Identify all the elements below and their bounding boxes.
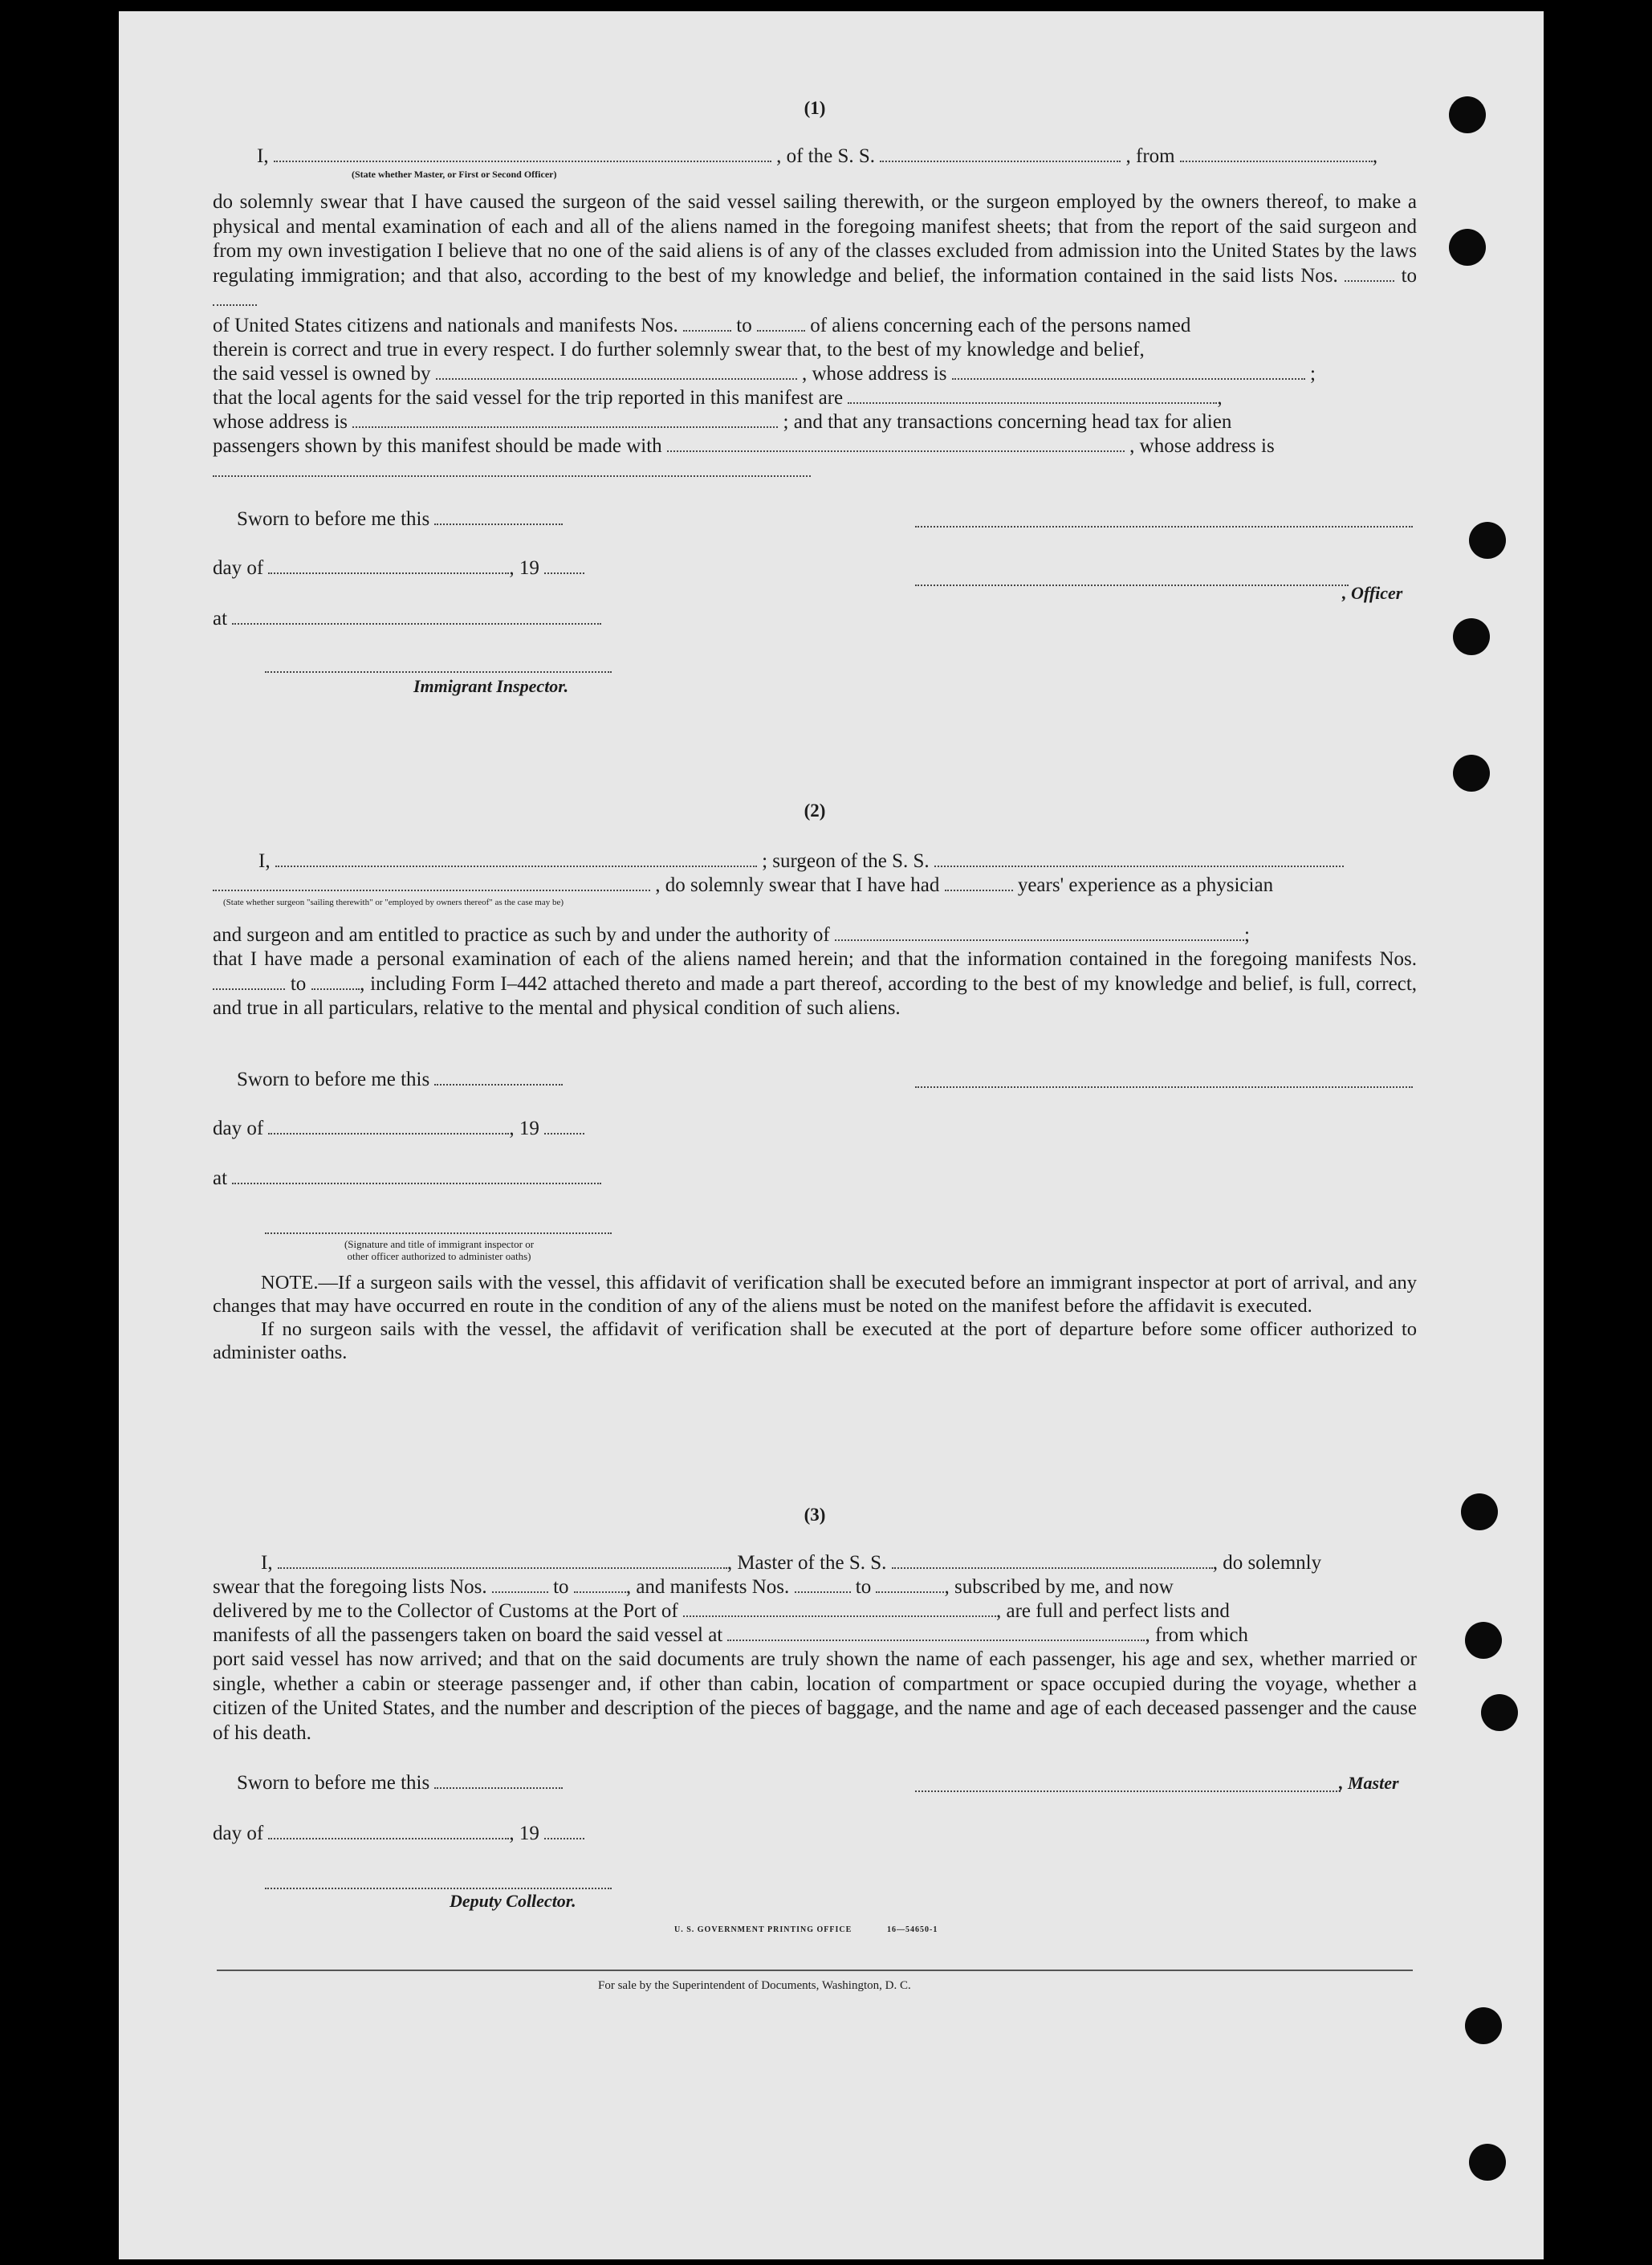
gpo-label: U. S. GOVERNMENT PRINTING OFFICE	[674, 1925, 852, 1934]
sale-notice: For sale by the Superintendent of Documents, Washington, D. C.	[598, 1979, 911, 1992]
local-agents-label: that the local agents for the said vessel for the trip reported in this manifest are	[213, 387, 844, 409]
year-prefix: , 19	[509, 1118, 539, 1139]
section-2-text: that I have made a personal examination of each of the aliens named herein; and that the information contained in the foregoing manifests Nos.	[213, 948, 1417, 970]
footer-rule	[217, 1970, 1413, 1971]
section-1-passengers-line	[213, 434, 1275, 458]
collector-signature-line	[265, 1888, 612, 1889]
us-citizens-label: of United States citizens and nationals and manifests Nos.	[213, 315, 678, 336]
to-label: to	[1401, 264, 1418, 287]
full-lists-label: , are full and perfect lists and	[996, 1600, 1230, 1622]
punch-hole	[1449, 229, 1486, 266]
punch-hole	[1453, 618, 1490, 655]
from-label: , from	[1125, 145, 1175, 167]
years-label: years' experience as a physician	[1017, 874, 1274, 896]
section-2-note	[213, 1271, 1417, 1364]
i-label: I,	[258, 850, 271, 872]
at-label: at	[213, 608, 228, 629]
section-1-text: do solemnly swear that I have caused the surgeon of the said vessel sailing therewith, or the surgeon employed by the owners thereof, to make a physical and mental examination of each and all of the aliens named in the foregoing manifest sheets; that from the report of the said surgeon and from my own investigation I believe that no one of the said aliens is of any of the classes excluded from admission into the United States by the laws regulating immigration; and that also, according to the best of my knowledge and belief, the information contained in the said lists Nos.	[213, 191, 1417, 287]
sworn-line-2	[237, 1068, 563, 1092]
note-paragraph-2: If no surgeon sails with the vessel, the affidavit of verification shall be executed at the port of departure before some officer authorized to administer oaths.	[213, 1318, 1417, 1363]
inspector-signature-line	[265, 1232, 612, 1234]
head-tax-label: ; and that any transactions concerning head tax for alien	[783, 411, 1232, 433]
section-1-therein-line: therein is correct and true in every respect. I do further solemnly swear that, to the best of my knowledge and belief,	[213, 339, 1145, 361]
punch-hole	[1465, 1622, 1502, 1659]
deputy-collector-label: Deputy Collector.	[450, 1891, 576, 1911]
at-label: at	[213, 1167, 228, 1189]
whose-address-label: , whose address is	[1129, 435, 1275, 457]
section-1-owner-line	[213, 362, 1316, 386]
section-3-line-2	[213, 1575, 1174, 1599]
to-label: to	[736, 315, 752, 336]
sworn-label: Sworn to before me this	[237, 1069, 430, 1090]
year-prefix: , 19	[509, 1823, 539, 1844]
officer-signature-line	[915, 526, 1413, 528]
section-1-number: (1)	[804, 98, 826, 118]
section-3-line-3	[213, 1599, 1230, 1623]
master-of-label: , Master of the S. S.	[726, 1552, 887, 1574]
punch-hole	[1453, 755, 1490, 792]
surgeon-note: (State whether surgeon "sailing therewith" or "employed by owners thereof" as the case may be)	[223, 898, 564, 907]
of-ss-label: , of the S. S.	[776, 145, 876, 167]
punch-hole	[1469, 2144, 1506, 2181]
from-which-label: , from which	[1145, 1624, 1248, 1646]
section-2-line-1	[258, 849, 1344, 874]
signature-note-line: other officer authorized to administer oaths)	[347, 1250, 531, 1262]
day-of-label: day of	[213, 557, 264, 579]
section-1-manifests-line	[213, 314, 1190, 338]
surgeon-of-label: ; surgeon of the S. S.	[762, 850, 930, 872]
punch-hole	[1465, 2007, 1502, 2044]
section-2-authority-line: and surgeon and am entitled to practice as such by and under the authority of ;	[213, 924, 1250, 946]
at-line-1	[213, 607, 601, 631]
punch-hole	[1449, 96, 1486, 133]
sworn-line-1	[237, 507, 563, 532]
master-signature-line	[915, 1790, 1341, 1792]
to-label: to	[553, 1576, 569, 1598]
delivered-label: delivered by me to the Collector of Customs at the Port of	[213, 1600, 678, 1622]
section-2-number: (2)	[804, 800, 826, 821]
section-3-line-1	[261, 1551, 1321, 1575]
including-text: , including Form I–442 attached thereto and made a part thereof, according to the best of my knowledge and belief, is full, correct, and true in all particulars, relative to the mental and physical condition of such aliens.	[213, 972, 1418, 1019]
immigrant-inspector-label: Immigrant Inspector.	[413, 676, 569, 696]
inspector-signature-line	[265, 671, 612, 673]
punch-hole	[1461, 1493, 1498, 1530]
year-prefix: , 19	[509, 557, 539, 579]
semicolon: ;	[1310, 363, 1316, 385]
i-label: I,	[261, 1552, 273, 1574]
punch-hole	[1481, 1694, 1518, 1731]
master-label: , Master	[1339, 1773, 1399, 1793]
day-of-label: day of	[213, 1823, 264, 1844]
print-code: 16—54650-1	[887, 1925, 938, 1934]
section-3-text: port said vessel has now arrived; and that on the said documents are truly shown the name of each passenger, his age and sex, whether married or single, whether a cabin or steerage passenger and, if other than cabin, location of compartment or space occupied during the voyage, whether a citizen of the United States, and the number and description of the pieces of baggage, and the name and age of each deceased passenger and the cause of his death.	[213, 1648, 1417, 1744]
day-of-line-3	[213, 1822, 584, 1846]
section-1-line-1: I, , of the S. S. , from ,	[257, 145, 1378, 167]
i-label: I,	[257, 145, 269, 167]
passengers-label: passengers shown by this manifest should be made with	[213, 435, 662, 457]
whose-address-label: , whose address is	[801, 363, 947, 385]
authority-label: and surgeon and am entitled to practice as such by and under the authority of	[213, 924, 830, 946]
day-of-label: day of	[213, 1118, 264, 1139]
whose-address-label: whose address is	[213, 411, 348, 433]
surgeon-signature-line	[915, 1086, 1413, 1088]
section-1-address-line	[213, 410, 1231, 434]
section-1-body	[213, 190, 1417, 313]
section-3-body	[213, 1648, 1417, 1746]
day-of-line-2	[213, 1117, 584, 1141]
sworn-label: Sworn to before me this	[237, 508, 430, 530]
and-manifests-label: , and manifests Nos.	[625, 1576, 790, 1598]
officer-line	[915, 585, 1349, 586]
signature-note	[275, 1238, 604, 1262]
section-3-line-4	[213, 1623, 1248, 1648]
sworn-line-3	[237, 1771, 563, 1795]
officer-label: , Officer	[1342, 583, 1403, 603]
day-of-line-1	[213, 556, 584, 581]
section-3-number: (3)	[804, 1505, 826, 1525]
swear-label: swear that the foregoing lists Nos.	[213, 1576, 487, 1598]
address-line	[213, 475, 811, 477]
solemnly-label: , do solemnly swear that I have had	[655, 874, 940, 896]
do-solemnly-label: , do solemnly	[1212, 1552, 1322, 1574]
owned-by-label: the said vessel is owned by	[213, 363, 431, 385]
subscribed-label: , subscribed by me, and now	[944, 1576, 1174, 1598]
of-aliens-label: of aliens concerning each of the persons named	[810, 315, 1191, 336]
section-2-body	[213, 947, 1417, 1021]
punch-hole	[1469, 522, 1506, 559]
note-paragraph-1: NOTE.—If a surgeon sails with the vessel, this affidavit of verification shall be executed before an immigrant inspector at port of arrival, and any changes that may have occurred en route in the condition of any of the aliens must be noted on the manifest before the affidavit is executed.	[213, 1272, 1417, 1317]
at-line-2	[213, 1167, 601, 1191]
to-label: to	[855, 1576, 872, 1598]
sworn-label: Sworn to before me this	[237, 1772, 430, 1794]
officer-note: (State whether Master, or First or Second Officer)	[352, 169, 557, 180]
section-1-agents-line: that the local agents for the said vessel for the trip reported in this manifest are ,	[213, 387, 1223, 409]
section-2-line-2	[213, 874, 1273, 898]
manifests-all-label: manifests of all the passengers taken on board the said vessel at	[213, 1624, 723, 1646]
signature-note-line: (Signature and title of immigrant inspector or	[344, 1238, 535, 1250]
to-label: to	[290, 972, 307, 995]
